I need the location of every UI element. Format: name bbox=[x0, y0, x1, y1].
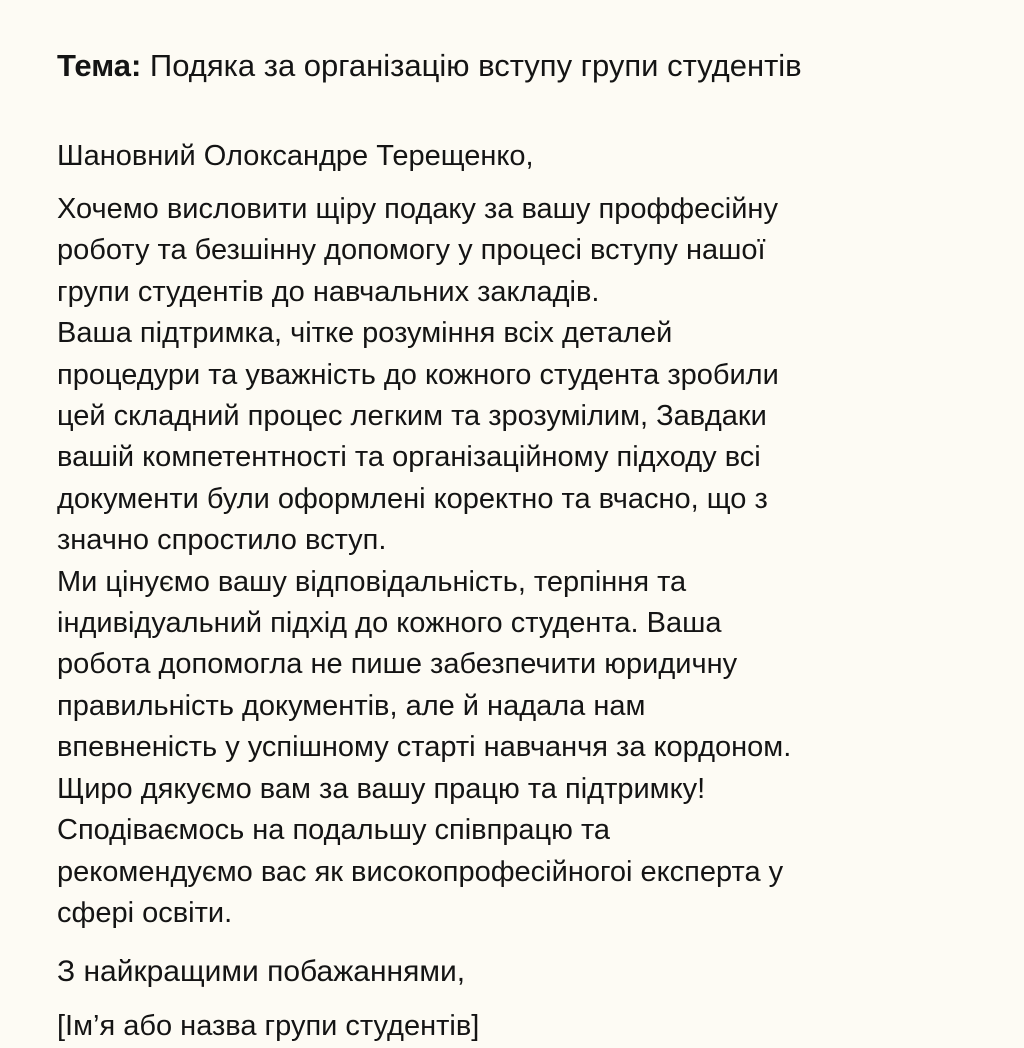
letter-body bbox=[57, 189, 987, 934]
subject-line bbox=[57, 40, 987, 92]
body-line: сфері освіти. bbox=[57, 896, 233, 929]
body-line: Ми цінуємо вашу відповідальність, терпіння та bbox=[57, 565, 687, 598]
body-line: групи студентів до навчальних закладів. bbox=[57, 275, 600, 308]
body-line: робота допомогла не пише забезпечити юридичну bbox=[57, 648, 738, 681]
letter bbox=[57, 40, 987, 1048]
body-line: правильність документів, але й надала нам bbox=[57, 689, 646, 722]
body-line: Щиро дякуємо вам за вашу працю та підтримку! bbox=[57, 772, 706, 805]
body-line: вашій компетентності та організаційному підходу всі bbox=[57, 441, 761, 474]
signature-placeholder: [Ім’я або назва групи студентів] bbox=[57, 1010, 480, 1043]
greeting: Шановний Олоксандре Терещенко, bbox=[57, 140, 534, 172]
subject-label: Тема: bbox=[57, 48, 142, 83]
body-line: Ваша підтримка, чітке розуміння всіх деталей bbox=[57, 317, 673, 350]
body-line: значно спростило вступ. bbox=[57, 524, 387, 557]
body-line: впевненість у успішному старті навчанчя за кордоном. bbox=[57, 731, 792, 764]
body-line: індивідуальний підхід до кожного студента. Ваша bbox=[57, 607, 722, 640]
subject-text: Подяка за організацію вступу групи студентів bbox=[141, 48, 802, 83]
closing: З найкращими побажаннями, bbox=[57, 955, 466, 989]
body-line: Сподіваємось на подальшу співпрацю та bbox=[57, 814, 611, 847]
body-line: цей складний процес легким та зрозумілим, Завдаки bbox=[57, 400, 767, 433]
body-line: процедури та уважність до кожного студента зробили bbox=[57, 358, 779, 391]
body-line: документи були оформлені коректно та вчасно, що з bbox=[57, 482, 768, 515]
body-line: роботу та безшінну допомогу у процесі вступу нашої bbox=[57, 234, 766, 267]
body-line: Хочемо висловити щіру подаку за вашу проффесійну bbox=[57, 193, 778, 225]
body-line: рекомендуємо вас як високопрофесійногоі експерта у bbox=[57, 855, 784, 888]
